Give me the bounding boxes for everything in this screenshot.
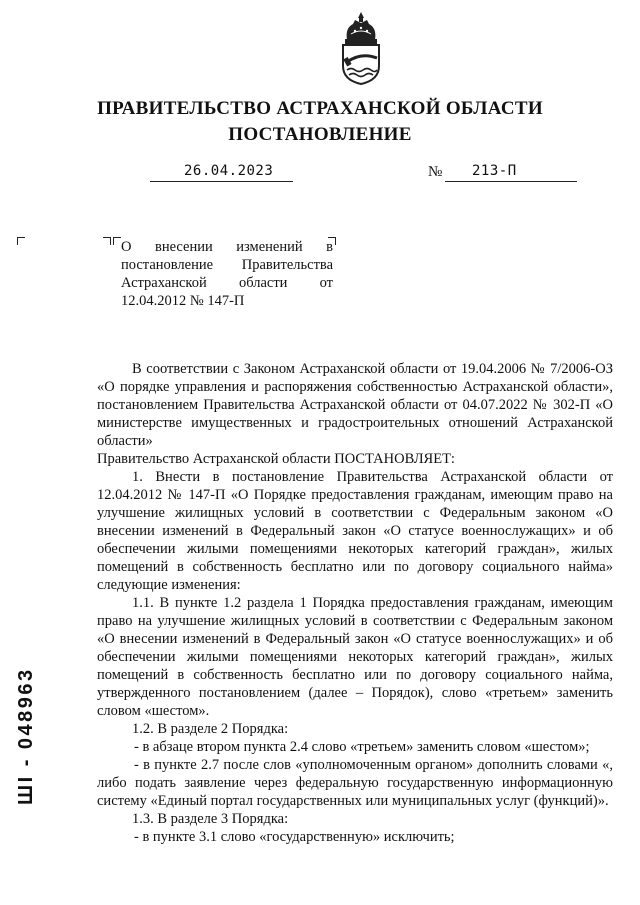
body-paragraph-item-1-3: 1.3. В разделе 3 Порядка: [132,811,289,827]
document-subject: О внесении изменений в постановление Правительства Астраханской области от 12.04.2012 № 147-П [121,239,333,309]
government-title: ПРАВИТЕЛЬСТВО АСТРАХАНСКОЙ ОБЛАСТИ [97,98,543,119]
body-paragraph-preamble: В соответствии с Законом Астраханской области от 19.04.2006 № 7/2006-ОЗ «О порядке управления и распоряжения собственностью Астраханской области», постановлением Правительства Астраханской области от 04.07.2022 № 302-П «О министерстве имущественных и градостроительных отношений Астраханской области» [97,361,613,449]
left-corner-mark-right [103,237,111,245]
document-date: 26.04.2023 [184,163,274,179]
left-corner-mark [17,237,25,245]
number-sign: № [428,164,443,180]
body-paragraph-item-1-2-a: - в абзаце втором пункта 2.4 слово «третьем» заменить словом «шестом»; [134,739,590,755]
subject-corner-left [113,237,121,245]
date-underline [150,181,293,182]
body-paragraph-item-1: 1. Внести в постановление Правительства Астраханской области от 12.04.2012 № 147-П «О Порядке предоставления гражданам, имеющим право на улучшение жилищных условий в соответствии с Федеральным законом «О внесении изменений в Федеральный закон «О статусе военнослужащих» и об обеспечении жилыми помещениями некоторых категорий граждан», жилых помещений в собственность бесплатно или по договору социального найма» следующие изменения: [97,469,613,593]
body-paragraph-decree: Правительство Астраханской области ПОСТАНОВЛЯЕТ: [97,451,455,467]
number-underline [445,181,577,182]
document-number: 213-П [472,163,517,179]
body-paragraph-item-1-2-b: - в пункте 2.7 после слов «уполномоченным органом» дополнить словами «, либо подать заявление через федеральную государственную информационную систему «Единый портал государственных или муниципальных услуг (функций)». [97,757,613,809]
body-paragraph-item-1-2: 1.2. В разделе 2 Порядка: [132,721,289,737]
body-paragraph-item-1-3-a: - в пункте 3.1 слово «государственную» исключить; [134,829,455,845]
form-serial-number: ШІ - 048963 [15,667,37,805]
body-paragraph-item-1-1: 1.1. В пункте 1.2 раздела 1 Порядка предоставления гражданам, имеющим право на улучшение жилищных условий в соответствии с Федеральным законом «О внесении изменений в Федеральный закон «О статусе военнослужащих» и об обеспечении жилыми помещениями некоторых категорий граждан», жилых помещений в собственность бесплатно или по договору социального найма, утвержденного постановлением (далее – Порядок), слово «третьем» заменить словом «шестом». [97,595,613,719]
document-body [97,360,613,846]
coat-of-arms-icon [333,10,389,86]
document-type-title: ПОСТАНОВЛЕНИЕ [228,124,412,145]
